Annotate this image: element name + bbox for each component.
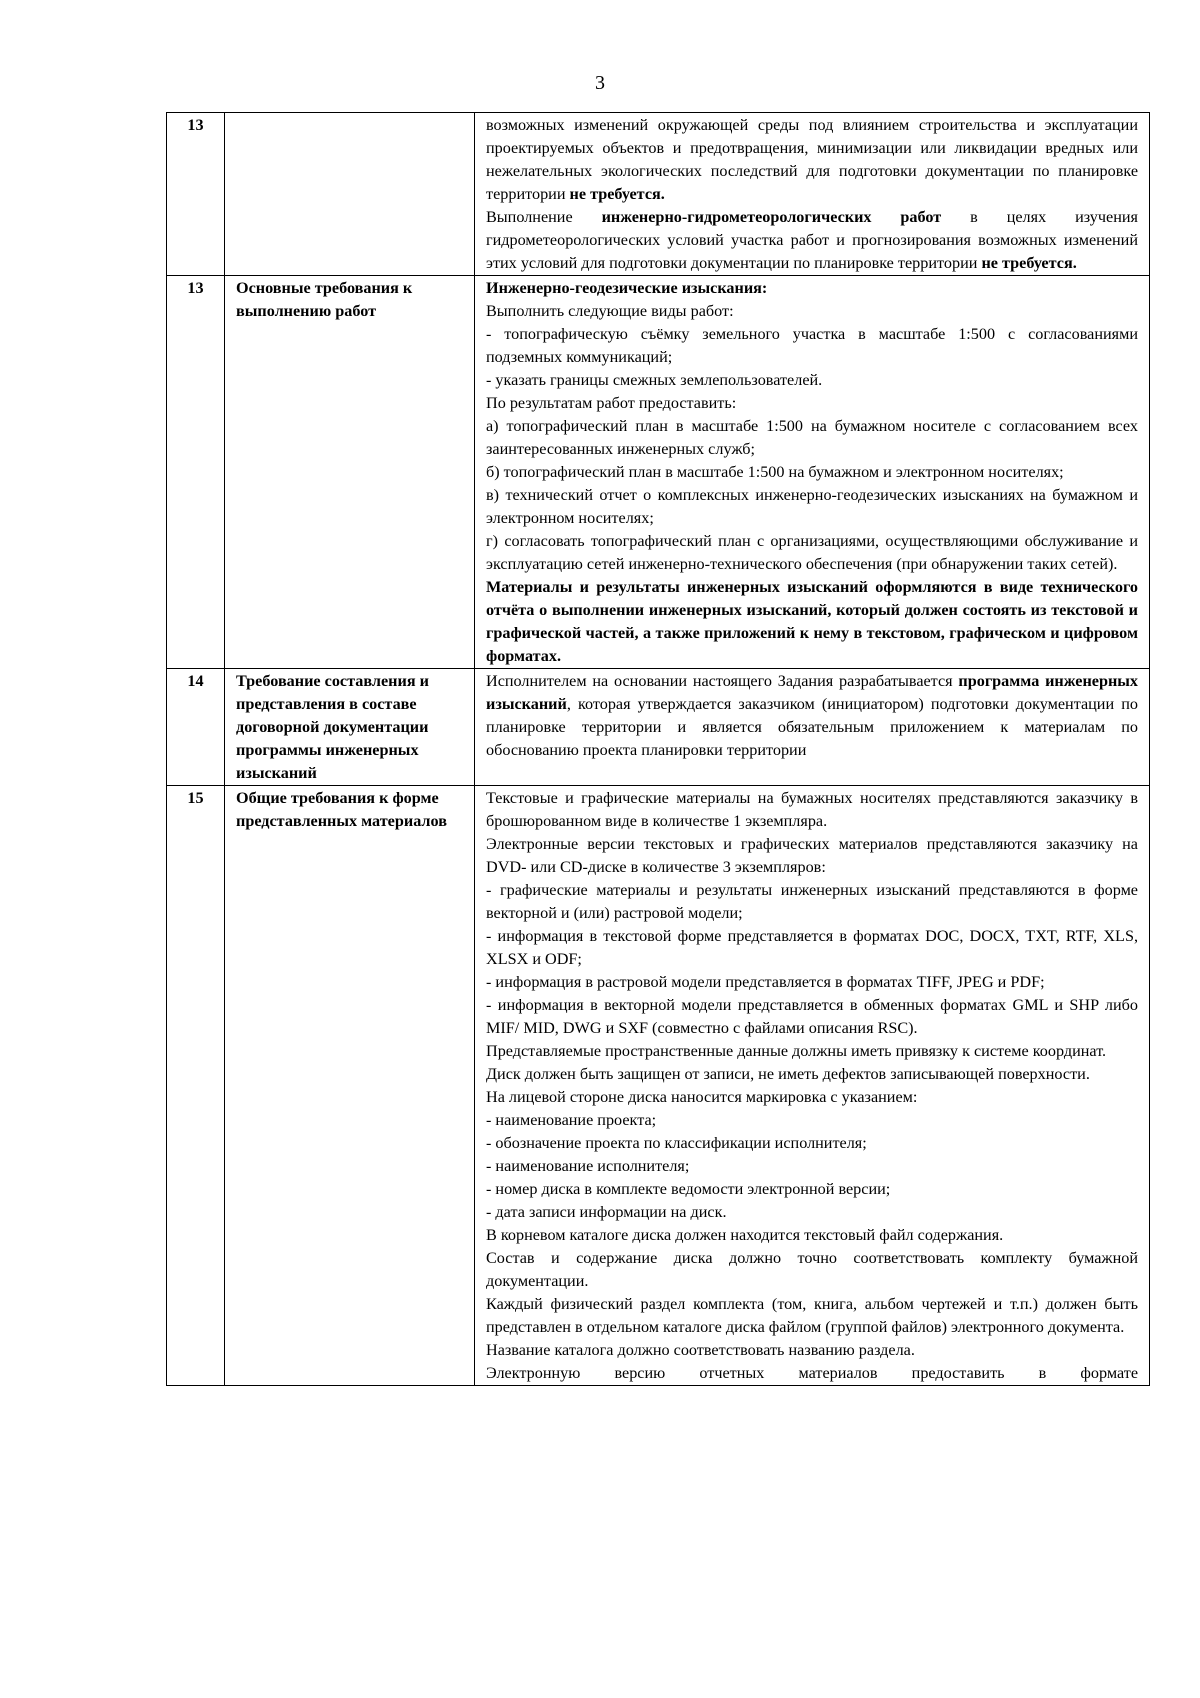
table-row-continuation: [167, 113, 1150, 276]
paragraph: В корневом каталоге диска должен находится текстовый файл содержания.: [486, 1226, 1004, 1244]
row-description-cell: [475, 276, 1150, 669]
paragraph: Представляемые пространственные данные должны иметь привязку к системе координат.: [486, 1042, 1107, 1060]
list-item: в) технический отчет о комплексных инженерно-геодезических изысканиях на бумажном и электронном носителях;: [486, 486, 1138, 527]
row-description-cell: [475, 669, 1150, 786]
paragraph: Состав и содержание диска должно точно соответствовать комплекту бумажной документации.: [486, 1249, 1138, 1290]
table-row-15: [167, 786, 1150, 1386]
paragraph: Электронную версию отчетных материалов предоставить в формате: [486, 1364, 1138, 1382]
paragraph: Материалы и результаты инженерных изысканий оформляются в виде технического отчёта о выполнении инженерных изысканий, который должен состоять из текстовой и графической частей, а также приложений к нему в текстовом, графическом и цифровом форматах.: [486, 578, 1138, 665]
row-description-cell: [475, 786, 1150, 1386]
paragraph: Диск должен быть защищен от записи, не иметь дефектов записывающей поверхности.: [486, 1065, 1090, 1083]
requirements-table: [166, 112, 1150, 1386]
list-item: - информация в векторной модели представляется в обменных форматах GML и SHP либо MIF/ MID, DWG и SXF (совместно с файлами описания RSC).: [486, 996, 1138, 1037]
list-item: а) топографический план в масштабе 1:500 на бумажном носителе с согласованием всех заинтересованных инженерных служб;: [486, 417, 1138, 458]
list-item: - топографическую съёмку земельного участка в масштабе 1:500 с согласованиями подземных коммуникаций;: [486, 325, 1138, 366]
row-description-cell: [475, 113, 1150, 276]
row-number-cell: 14: [167, 669, 225, 786]
list-item: б) топографический план в масштабе 1:500 на бумажном и электронном носителях;: [486, 463, 1064, 481]
list-item: - информация в растровой модели представляется в форматах TIFF, JPEG и PDF;: [486, 973, 1045, 991]
list-item: - графические материалы и результаты инженерных изысканий представляются в форме векторной и (или) растровой модели;: [486, 881, 1138, 922]
list-item: - номер диска в комплекте ведомости электронной версии;: [486, 1180, 891, 1198]
page-number: 3: [595, 72, 605, 94]
list-item: - обозначение проекта по классификации исполнителя;: [486, 1134, 867, 1152]
paragraph: Название каталога должно соответствовать названию раздела.: [486, 1341, 915, 1359]
list-item: г) согласовать топографический план с организациями, осуществляющими обслуживание и эксплуатацию сетей инженерно-технического обеспечения (при обнаружении таких сетей).: [486, 532, 1138, 573]
paragraph: На лицевой стороне диска наносится маркировка с указанием:: [486, 1088, 918, 1106]
list-item: - информация в текстовой форме представляется в форматах DOC, DOCX, TXT, RTF, XLS, XLSX и ODF;: [486, 927, 1138, 968]
row-name-cell: Требование составления и представления в составе договорной документации программы инженерных изысканий: [225, 669, 475, 786]
list-item: - наименование исполнителя;: [486, 1157, 690, 1175]
row-name-cell: Общие требования к форме представленных материалов: [225, 786, 475, 1386]
row-number-cell: 15: [167, 786, 225, 1386]
paragraph: Электронные версии текстовых и графических материалов представляются заказчику на DVD- или CD-диске в количестве 3 экземпляров:: [486, 835, 1138, 876]
paragraph: Выполнение инженерно-гидрометеорологических работ в целях изучения гидрометеорологических условий участка работ и прогнозирования возможных изменений этих условий для подготовки документации по планировке территории не требуется.: [486, 208, 1138, 272]
list-item: - наименование проекта;: [486, 1111, 657, 1129]
section-heading: Инженерно-геодезические изыскания:: [486, 279, 768, 297]
table-row-14: [167, 669, 1150, 786]
paragraph: Исполнителем на основании настоящего Задания разрабатывается программа инженерных изысканий, которая утверждается заказчиком (инициатором) подготовки документации по планировке территории и является обязательным приложением к материалам по обоснованию проекта планировки территории: [486, 672, 1139, 759]
list-item: - указать границы смежных землепользователей.: [486, 371, 823, 389]
row-number-cell: 13: [167, 276, 225, 669]
row-number-cell: 13: [167, 113, 225, 276]
paragraph: По результатам работ предоставить:: [486, 394, 737, 412]
row-name-cell: [225, 113, 475, 276]
paragraph: Текстовые и графические материалы на бумажных носителях представляются заказчику в брошюрованном виде в количестве 1 экземпляра.: [486, 789, 1138, 830]
paragraph: Выполнить следующие виды работ:: [486, 302, 734, 320]
paragraph: возможных изменений окружающей среды под влиянием строительства и эксплуатации проектируемых объектов и предотвращения, минимизации или ликвидации вредных или нежелательных экологических последствий для подготовки документации по планировке территории не требуется.: [486, 116, 1138, 203]
list-item: - дата записи информации на диск.: [486, 1203, 727, 1221]
table-row-13: [167, 276, 1150, 669]
row-name-cell: Основные требования к выполнению работ: [225, 276, 475, 669]
paragraph: Каждый физический раздел комплекта (том, книга, альбом чертежей и т.п.) должен быть представлен в отдельном каталоге диска файлом (группой файлов) электронного документа.: [486, 1295, 1138, 1336]
